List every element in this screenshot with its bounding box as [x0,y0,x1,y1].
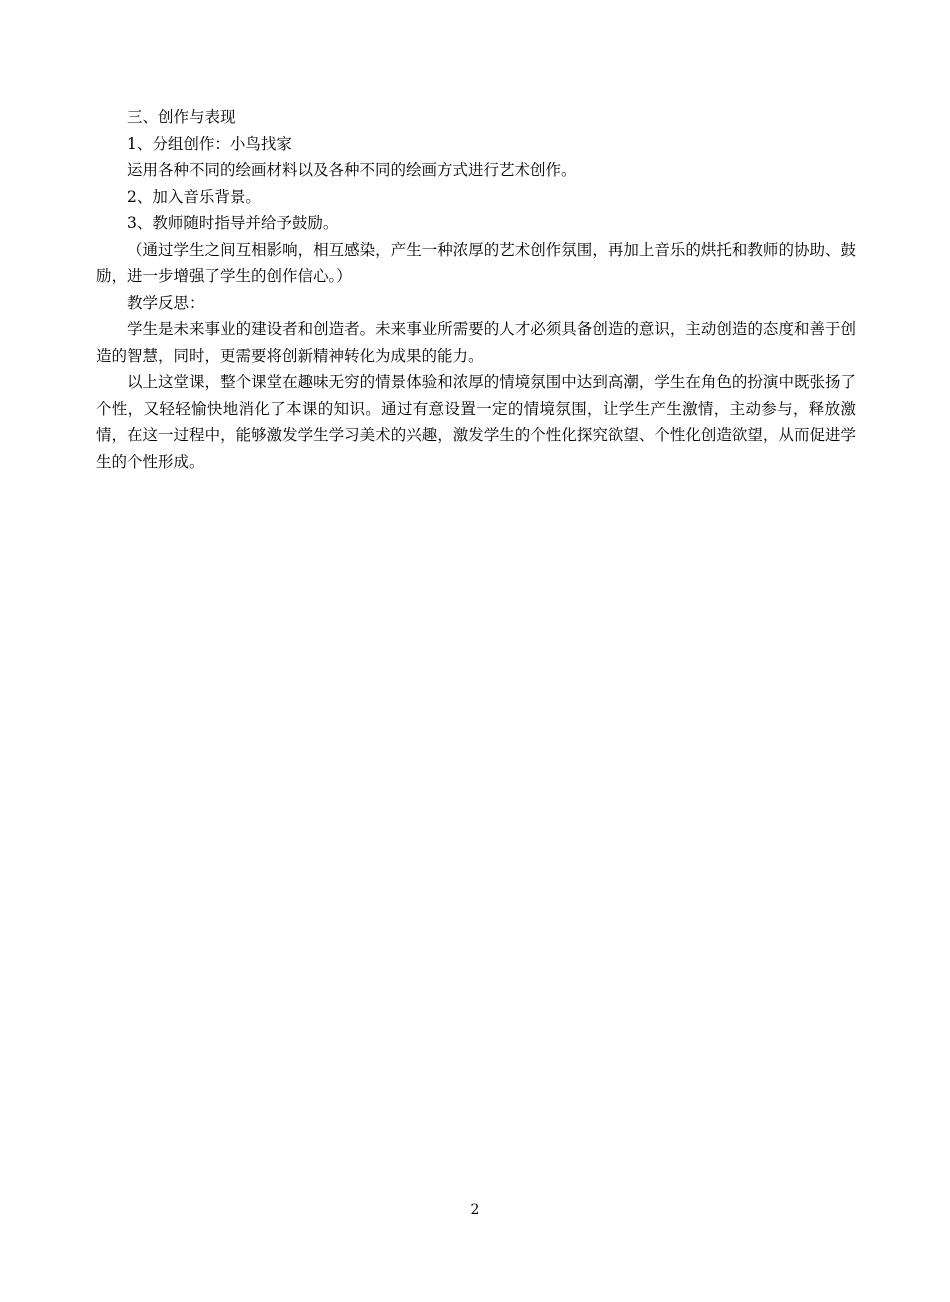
paragraph-reflection-1: 学生是未来事业的建设者和创造者。未来事业所需要的人才必须具备创造的意识，主动创造的态度和善于创造的智慧，同时，更需要将创新精神转化为成果的能力。 [96,320,856,365]
list-item-teacher-guidance: 3、教师随时指导并给予鼓励。 [127,214,339,232]
paragraph-materials: 运用各种不同的绘画材料以及各种不同的绘画方式进行艺术创作。 [127,161,577,179]
document-body [96,104,856,475]
section-heading-reflection: 教学反思： [127,293,205,312]
paragraph-creation-note: （通过学生之间互相影响，相互感染，产生一种浓厚的艺术创作氛围，再加上音乐的烘托和教师的协助、鼓励，进一步增强了学生的创作信心。） [96,240,856,285]
page-number: 2 [470,1202,480,1218]
section-heading-creation: 三、创作与表现 [127,108,236,126]
list-item-group-creation: 1、分组创作：小鸟找家 [127,134,292,153]
paragraph-reflection-2: 以上这堂课，整个课堂在趣味无穷的情景体验和浓厚的情境氛围中达到高潮，学生在角色的扮演中既张扬了个性，又轻轻愉快地消化了本课的知识。通过有意设置一定的情境氛围，让学生产生激情，主动参与，释放激情，在这一过程中，能够激发学生学习美术的兴趣，激发学生的个性化探究欲望、个性化创造欲望，从而促进学生的个性形成。 [96,373,856,471]
list-item-music-background: 2、加入音乐背景。 [127,187,261,206]
